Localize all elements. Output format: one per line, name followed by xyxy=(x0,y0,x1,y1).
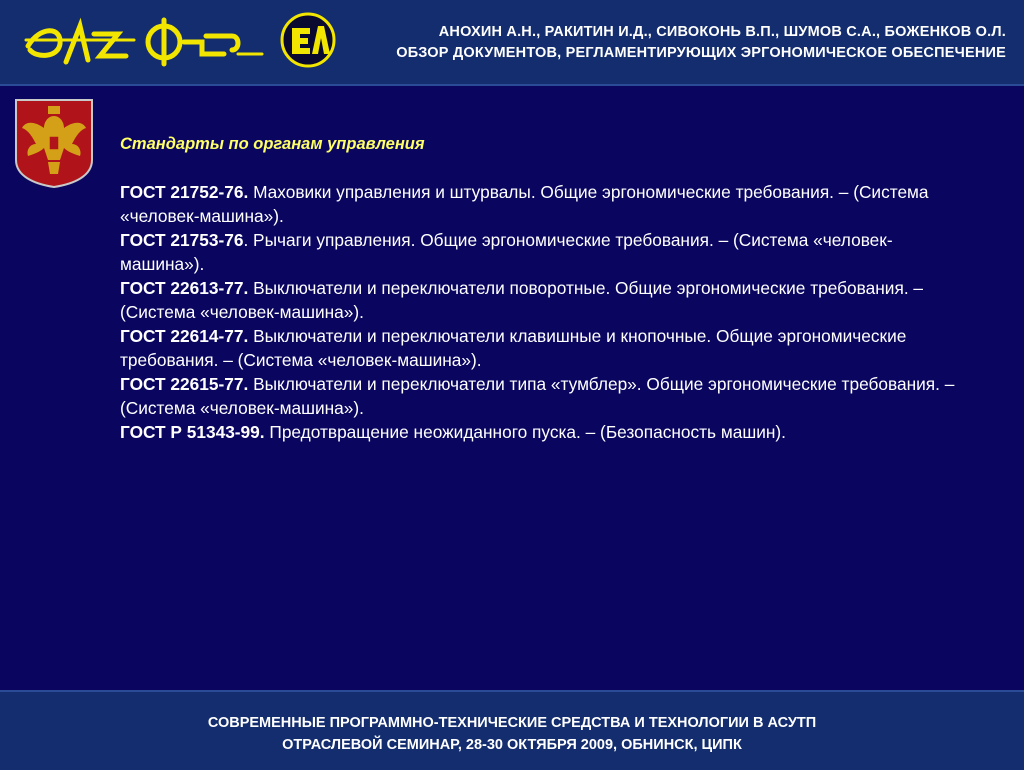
header-bar xyxy=(0,0,1024,86)
standard-entry xyxy=(120,276,970,324)
standard-entry xyxy=(120,180,970,228)
standard-code: ГОСТ 21752-76. xyxy=(120,182,249,202)
footer-text xyxy=(0,712,1024,756)
standard-code: ГОСТ 22614-77. xyxy=(120,326,249,346)
standard-description: Выключатели и переключатели клавишные и кнопочные. Общие эргономические требования. – (Система «человек-машина»). xyxy=(120,326,907,370)
standard-code: ГОСТ Р 51343-99. xyxy=(120,422,265,442)
standard-code: ГОСТ 21753-76 xyxy=(120,230,244,250)
standard-description: Выключатели и переключатели типа «тумблер». Общие эргономические требования. – (Система «человек-машина»). xyxy=(120,374,955,418)
header-text xyxy=(326,22,1006,64)
organization-logo-2-icon xyxy=(144,14,270,70)
coat-of-arms-emblem-icon xyxy=(14,98,94,188)
organization-logo-1-icon xyxy=(22,16,140,68)
footer-bar xyxy=(0,690,1024,770)
authors-line: АНОХИН А.Н., РАКИТИН И.Д., СИВОКОНЬ В.П., ШУМОВ С.А., БОЖЕНКОВ О.Л. xyxy=(438,24,1006,40)
seminar-details: ОТРАСЛЕВОЙ СЕМИНАР, 28-30 ОКТЯБРЯ 2009, ОБНИНСК, ЦИПК xyxy=(282,737,742,753)
section-title: Стандарты по органам управления xyxy=(120,135,425,153)
standard-code: ГОСТ 22615-77. xyxy=(120,374,249,394)
standard-entry xyxy=(120,372,970,420)
standard-entry xyxy=(120,324,970,372)
standard-description: . Рычаги управления. Общие эргономические требования. – (Система «человек-машина»). xyxy=(120,230,893,274)
standard-entry xyxy=(120,228,970,276)
standard-description: Маховики управления и штурвалы. Общие эргономические требования. – (Система «человек-машина»). xyxy=(120,182,929,226)
presentation-title: ОБЗОР ДОКУМЕНТОВ, РЕГЛАМЕНТИРУЮЩИХ ЭРГОНОМИЧЕСКОЕ ОБЕСПЕЧЕНИЕ xyxy=(396,45,1006,61)
content-area xyxy=(120,132,970,444)
standard-entry xyxy=(120,420,970,444)
seminar-title: СОВРЕМЕННЫЕ ПРОГРАММНО-ТЕХНИЧЕСКИЕ СРЕДСТВА И ТЕХНОЛОГИИ В АСУТП xyxy=(207,715,817,731)
standard-description: Предотвращение неожиданного пуска. – (Безопасность машин). xyxy=(264,422,786,442)
standard-code: ГОСТ 22613-77. xyxy=(120,278,249,298)
standard-description: Выключатели и переключатели поворотные. Общие эргономические требования. – (Система «человек-машина»). xyxy=(120,278,924,322)
